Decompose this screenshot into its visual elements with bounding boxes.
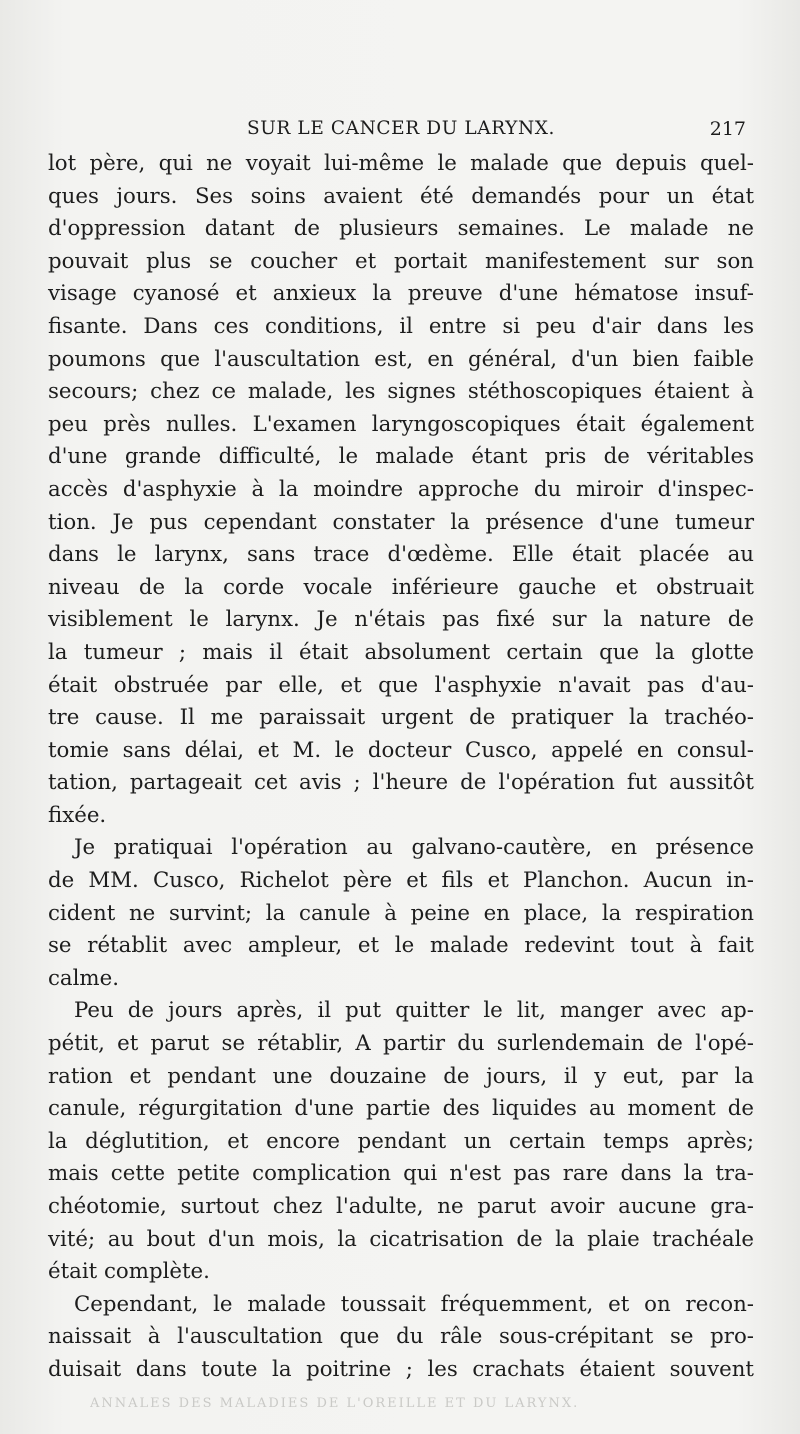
text-line: secours; chez ce malade, les signes stéthoscopiques étaient à [48, 379, 754, 405]
text-line: vité; au bout d'un mois, la cicatrisation de la plaie trachéale [48, 1226, 754, 1252]
page-number: 217 [709, 118, 746, 140]
text-line: cident ne survint; la canule à peine en place, la respiration [48, 900, 754, 926]
body-text [48, 148, 754, 1387]
text-line: tation, partageait cet avis ; l'heure de l'opération fut aussitôt [48, 770, 754, 796]
text-line: canule, régurgitation d'une partie des liquides au moment de [48, 1096, 754, 1122]
paragraph-start: Peu de jours après, il put quitter le lit, manger avec ap- [74, 998, 754, 1024]
text-line: naissait à l'auscultation que du râle sous-crépitant se pro- [48, 1324, 754, 1350]
text-line: tomie sans délai, et M. le docteur Cusco, appelé en consul- [48, 737, 754, 763]
text-line: la tumeur ; mais il était absolument certain que la glotte [48, 639, 754, 665]
text-line: poumons que l'auscultation est, en général, d'un bien faible [48, 346, 754, 372]
text-line: tion. Je pus cependant constater la présence d'une tumeur [48, 509, 754, 535]
text-line: tre cause. Il me paraissait urgent de pratiquer la trachéo- [48, 705, 754, 731]
text-line: la déglutition, et encore pendant un certain temps après; [48, 1128, 754, 1154]
running-title: SUR LE CANCER DU LARYNX. [246, 118, 556, 139]
text-line: niveau de la corde vocale inférieure gauche et obstruait [48, 574, 754, 600]
text-line: lot père, qui ne voyait lui-même le malade que depuis quel- [48, 151, 754, 176]
text-line: peu près nulles. L'examen laryngoscopiques était également [48, 411, 754, 437]
text-line: chéotomie, surtout chez l'adulte, ne parut avoir aucune gra- [48, 1194, 754, 1219]
text-line: d'oppression datant de plusieurs semaines. Le malade ne [48, 216, 754, 242]
text-line: ration et pendant une douzaine de jours, il y eut, par la [48, 1063, 754, 1089]
text-line: pouvait plus se coucher et portait manifestement sur son [48, 248, 754, 274]
text-line: calme. [48, 965, 120, 991]
paragraph-start: Cependant, le malade toussait fréquemment, et on recon- [74, 1291, 754, 1317]
text-line: fisante. Dans ces conditions, il entre si peu d'air dans les [48, 313, 754, 339]
paragraph-start: Je pratiquai l'opération au galvano-cautère, en présence [74, 835, 754, 861]
text-line: mais cette petite complication qui n'est pas rare dans la tra- [48, 1161, 754, 1187]
text-line: d'une grande difficulté, le malade étant pris de véritables [48, 444, 754, 470]
text-line: accès d'asphyxie à la moindre approche du miroir d'inspec- [48, 476, 754, 502]
text-line: de MM. Cusco, Richelot père et fils et Planchon. Aucun in- [48, 868, 754, 894]
text-line: pétit, et parut se rétablir, A partir du surlendemain de l'opé- [48, 1031, 754, 1057]
text-line: dans le larynx, sans trace d'œdème. Elle était placée au [48, 542, 754, 568]
text-line: visiblement le larynx. Je n'étais pas fixé sur la nature de [48, 607, 754, 633]
text-line: ques jours. Ses soins avaient été demandés pour un état [48, 183, 754, 209]
text-line: était complète. [48, 1259, 210, 1285]
text-line: duisait dans toute la poitrine ; les crachats étaient souvent [48, 1356, 754, 1382]
text-line: fixée. [48, 802, 107, 828]
faded-footer: ANNALES DES MALADIES DE L'OREILLE ET DU LARYNX. [90, 1396, 580, 1411]
text-line: était obstruée par elle, et que l'asphyxie n'avait pas d'au- [48, 672, 754, 698]
text-line: visage cyanosé et anxieux la preuve d'une hématose insuf- [48, 281, 754, 307]
text-line: se rétablit avec ampleur, et le malade redevint tout à fait [48, 933, 754, 959]
page-header [48, 118, 754, 146]
